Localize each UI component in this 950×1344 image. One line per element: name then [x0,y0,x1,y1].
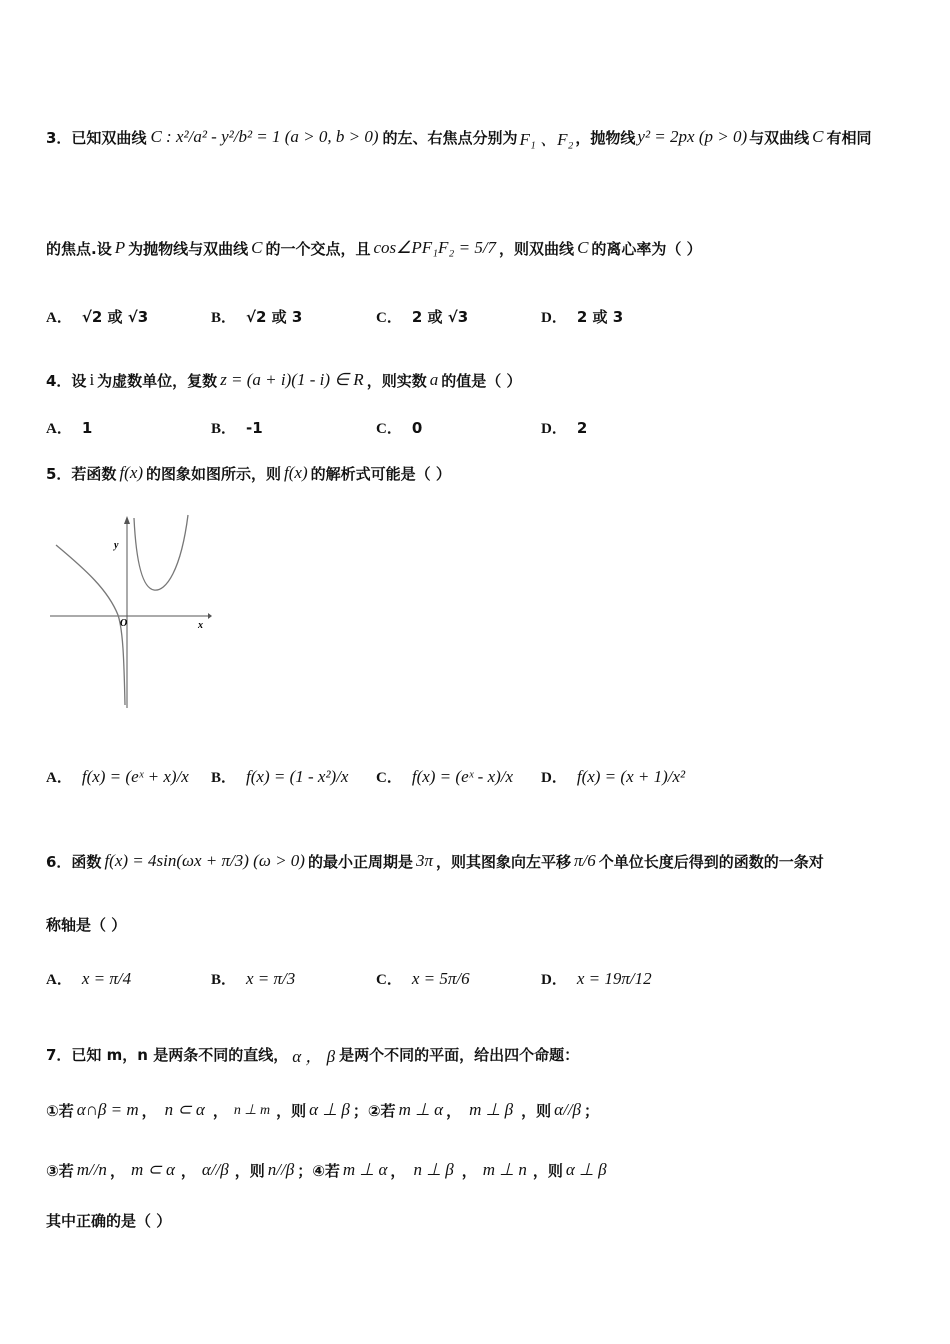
q7-comma: ， [109,1161,125,1180]
q5-function-graph [46,510,216,710]
q7-prop3-cond2: m ⊂ α [130,1160,175,1179]
q5-option-c: C． f(x) = (eˣ - x)/x [376,767,514,786]
graph-left-branch [56,545,128,705]
q3-hyperbola-equation: C : x²/a² - y²/b² = 1 (a > 0, b > 0) [150,127,379,146]
q4-stem [46,366,521,394]
graph-origin-label: O [120,618,128,629]
q3-text-1: 的左、右焦点分别为 [382,128,518,147]
q6-text-2: 的最小正周期是 [307,852,413,871]
q5-option-b: B． f(x) = (1 - x²)/x [211,767,349,786]
q6-option-c: C． x = 5π/6 [376,969,470,988]
q7-comma: ， [212,1101,228,1120]
q6-line2: 称轴是（ ） [46,916,127,934]
q5-option-d: D． f(x) = (x + 1)/x² [541,767,686,786]
q5-text-2: 的图象如图所示，则 [146,464,282,483]
q7-prop3-cond3: α//β [201,1160,229,1179]
graph-x-label: x [198,620,203,631]
q7-propositions-3-4 [46,1156,610,1184]
q4-option-d: D． 2 [541,419,588,437]
q4-option-b: B． -1 [211,419,263,437]
q5-option-a: A． f(x) = (eˣ + x)/x [46,767,189,786]
q7-prop1-cond2: n ⊂ α [164,1100,205,1119]
q3-text-9: 的离心率为（ ） [591,239,702,258]
q7-prop2-cond2: m ⊥ β [469,1100,514,1119]
q3-point-p: P [114,238,126,257]
q7-prop2-cond1: m ⊥ α [398,1100,444,1119]
q4-text-2: 为虚数单位，复数 [97,371,218,390]
q4-text-4: 的值是（ ） [441,371,522,390]
q7-prop3-cond1: m//n [76,1160,107,1179]
q7-then: ，则 [234,1161,265,1180]
q7-propositions-1-2 [46,1096,599,1124]
q7-prop4-cond2: n ⊥ β [413,1160,454,1179]
q7-prop4-cond1: m ⊥ α [342,1160,388,1179]
x-axis-arrow [208,613,212,619]
q3-number-text: 3．已知双曲线 [46,128,147,147]
q3-line2 [46,220,702,276]
q3-curve-c-3: C [577,238,589,257]
q7-then: ，则 [521,1101,552,1120]
q7-comma: ， [390,1161,406,1180]
q7-prop1-label: ①若 [46,1101,74,1120]
q7-text-2: 是两个不同的平面，给出四个命题： [339,1045,580,1064]
q7-comma: ， [446,1101,462,1120]
q4-option-a: A． 1 [46,419,93,437]
q3-option-a: A． √2 或 √3 [46,308,149,326]
q3-cosine-condition: cos∠PF₁F₂ = 5/7 [373,238,497,257]
q6-option-b: B． x = π/3 [211,969,296,988]
q3-text-8: ，则双曲线 [499,239,575,258]
q6-period: 3π [415,851,434,870]
q3-text-2: ，抛物线 [575,128,636,147]
q5-function: f(x) [119,463,144,482]
q3-text-6: 为抛物线与双曲线 [128,239,249,258]
q3-option-d: D． 2 或 3 [541,308,624,326]
q3-curve-c-2: C [251,238,263,257]
q7-comma: ， [180,1161,196,1180]
q7-prop2-conclusion: α//β [554,1100,582,1119]
q6-option-d: D． x = 19π/12 [541,969,652,988]
q4-text-3: ，则实数 [366,371,427,390]
q7-question: 其中正确的是（ ） [46,1212,172,1230]
q7-comma: ， [461,1161,477,1180]
q5-function-2: f(x) [284,463,308,482]
q7-comma: ， [141,1101,157,1120]
q6-line1 [46,838,824,884]
q3-text-4: 有相同 [826,128,872,147]
q3-curve-c: C [812,127,824,146]
q6-option-a: A． x = π/4 [46,969,132,988]
q7-then: ，则 [532,1161,563,1180]
q5-stem [46,458,451,488]
q7-prop4-label: ；④若 [297,1161,340,1180]
q3-parabola-equation: y² = 2px (p > 0) [637,127,748,146]
q6-shift: π/6 [574,851,596,870]
q5-text-1: 5．若函数 [46,464,117,483]
q3-text-3: 与双曲线 [749,128,810,147]
q6-text-3: ，则其图象向左平移 [436,852,572,871]
q3-option-b: B． √2 或 3 [211,308,303,326]
q3-text-5: 的焦点.设 [46,239,112,258]
q3-text-7: 的一个交点，且 [265,239,371,258]
q7-prop1-conclusion: α ⊥ β [309,1100,350,1119]
q6-function-equation: f(x) = 4sin(ωx + π/3) (ω > 0) [104,851,305,870]
q7-semicolon: ； [584,1101,600,1120]
q7-text-1: 7．已知 m，n 是两条不同的直线， [46,1045,289,1064]
graph-y-label: y [114,540,119,551]
y-axis-arrow [124,516,130,524]
graph-right-branch [134,515,188,590]
q7-prop3-label: ③若 [46,1161,74,1180]
q3-line1 [46,112,871,162]
q4-imag-unit: i [89,370,95,389]
q7-prop2-label: ；②若 [352,1101,396,1120]
q4-complex-equation: z = (a + i)(1 - i) ∈ R [220,370,364,389]
q4-text-1: 4．设 [46,371,87,390]
q4-variable-a: a [429,370,439,389]
q7-prop4-cond3: m ⊥ n [482,1160,527,1179]
q4-option-c: C． 0 [376,419,423,437]
q6-text-1: 6．函数 [46,852,102,871]
q3-option-c: C． 2 或 √3 [376,308,469,326]
q7-planes: α ， β [292,1046,336,1066]
q6-text-4: 个单位长度后得到的函数的一条对 [598,852,824,871]
q7-stem [46,1040,579,1068]
q7-prop4-conclusion: α ⊥ β [565,1160,607,1179]
q3-foci: F₁ 、F₂ [519,129,574,149]
q7-prop1-cond3: n ⊥ m [233,1102,271,1118]
q7-prop3-conclusion: n//β [267,1160,295,1179]
q7-then: ，则 [276,1101,307,1120]
q7-prop1-cond1: α∩β = m [76,1100,139,1119]
q5-text-3: 的解析式可能是（ ） [310,464,451,483]
